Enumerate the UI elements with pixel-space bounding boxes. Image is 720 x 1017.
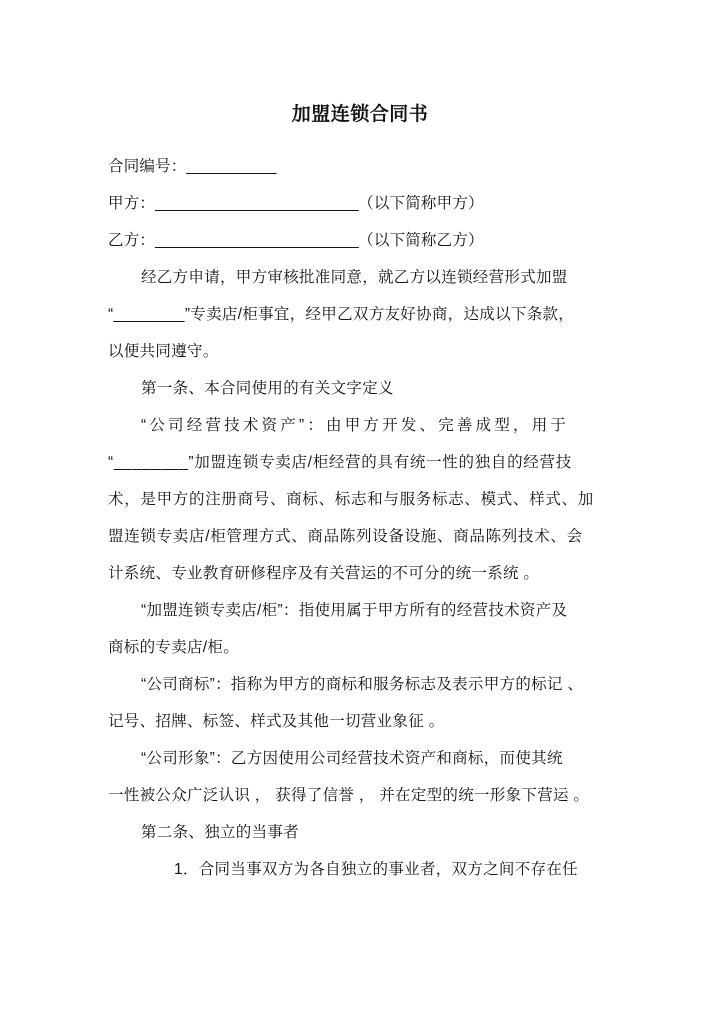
definition-tech-assets-line-1: “公司经营技术资产”：由甲方开发、完善成型，用于 <box>141 417 570 434</box>
party-a-suffix: （以下简称甲方） <box>358 195 484 212</box>
preamble-line-3: 以便共同遵守。 <box>108 343 219 360</box>
contract-number-label: 合同编号： <box>108 158 187 175</box>
definition-tech-assets-line-5: 计系统、专业教育研修程序及有关营运的不可分的统一系统 。 <box>108 565 540 582</box>
definition-tech-assets-line-4: 盟连锁专卖店/柜管理方式、商品陈列设备设施、商品陈列技术、会 <box>108 528 583 545</box>
party-b-blank[interactable]: _________________________ <box>155 232 359 249</box>
definition-store-line-2: 商标的专卖店/柜。 <box>108 639 240 656</box>
document-body <box>108 148 614 888</box>
preamble-line-1: 经乙方申请，甲方审核批准同意，就乙方以连锁经营形式加盟 <box>141 269 568 286</box>
party-a-label: 甲方： <box>108 195 156 212</box>
definition-trademark-line-2: 记号、招牌、标签、样式及其他一切营业象征 。 <box>108 713 445 730</box>
contract-number-blank[interactable]: ___________ <box>186 158 276 175</box>
party-a-blank[interactable]: _________________________ <box>155 195 359 212</box>
party-a-line <box>108 185 614 222</box>
definition-trademark-line-1: “公司商标”：指称为甲方的商标和服务标志及表示甲方的标记 、 <box>141 676 584 693</box>
article-two-item-1: 1．合同当事双方为各自独立的事业者，双方之间不存在任 <box>174 861 578 878</box>
preamble-line-2: “________”专卖店/柜事宜，经甲乙双方友好协商，达成以下条款， <box>108 306 575 323</box>
contract-number-line <box>108 148 614 185</box>
page-title: 加盟连锁合同书 <box>291 104 429 125</box>
party-b-line <box>108 222 614 259</box>
definition-image-line-2: 一性被公众广泛认识 ， 获得了信誉 ， 并在定型的统一形象下营运 。 <box>108 787 590 804</box>
party-b-suffix: （以下简称乙方） <box>358 232 484 249</box>
party-b-label: 乙方： <box>108 232 156 249</box>
definition-tech-assets-line-3: 术，是甲方的注册商号、商标、标志和与服务标志、模式、样式、加 <box>108 491 595 508</box>
article-two-heading: 第二条、独立的当事者 <box>141 824 300 841</box>
article-one-heading: 第一条、本合同使用的有关文字定义 <box>141 380 394 397</box>
definition-store-line-1: “加盟连锁专卖店/柜”：指使用属于甲方所有的经营技术资产及 <box>141 602 568 619</box>
definition-image-line-1: “公司形象”：乙方因使用公司经营技术资产和商标，而使其统 <box>141 750 563 767</box>
definition-tech-assets-line-2: “________”加盟连锁专卖店/柜经营的具有统一性的独自的经营技 <box>108 454 572 471</box>
